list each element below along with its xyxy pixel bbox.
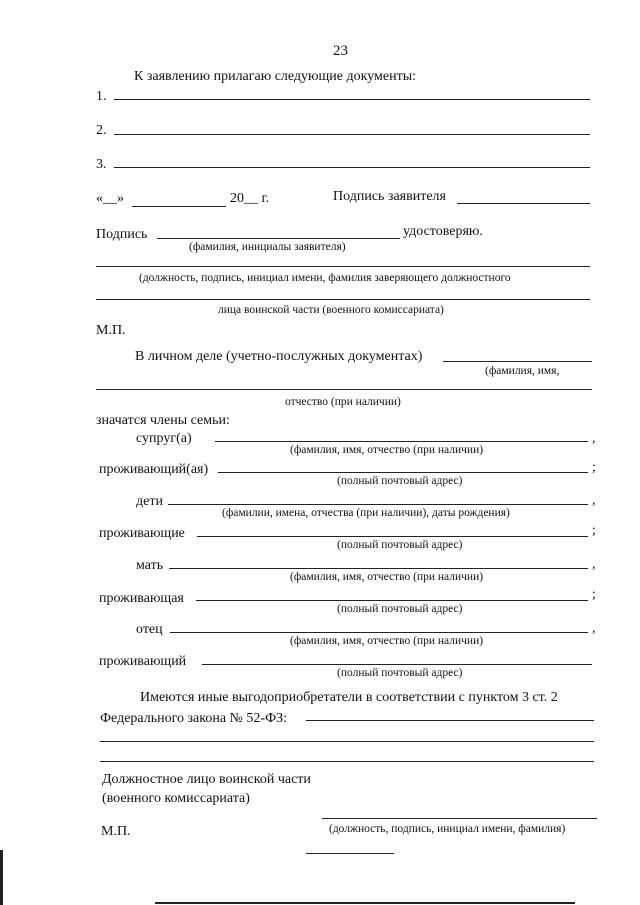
beneficiaries-field-line-3[interactable] xyxy=(100,761,594,762)
attachment-item-2-number: 2. xyxy=(96,123,107,138)
applicant-name-line[interactable] xyxy=(157,238,400,239)
spouse-name-line[interactable] xyxy=(215,441,588,442)
beneficiaries-field-line-2[interactable] xyxy=(100,741,594,742)
attachments-intro: К заявлению прилагаю следующие документы: xyxy=(134,69,417,84)
family-heading: значатся члены семьи: xyxy=(96,413,230,428)
personal-file-line-1[interactable] xyxy=(443,361,592,362)
beneficiaries-line-2: Федерального закона № 52-ФЗ: xyxy=(100,711,288,726)
spouse-comma: , xyxy=(592,431,596,446)
spouse-address-label: проживающий(ая) xyxy=(99,462,209,477)
official-signature-hint: (должность, подпись, инициал имени, фамилия) xyxy=(329,823,566,835)
spouse-label: супруг(а) xyxy=(136,431,192,446)
signature-label: Подпись xyxy=(96,227,148,242)
personal-file-hint-name: (фамилия, имя, xyxy=(485,365,560,377)
mother-address-label: проживающая xyxy=(99,591,184,606)
certifying-official-line-1[interactable] xyxy=(96,266,590,267)
personal-file-text: В личном деле (учетно-послужных документах) xyxy=(135,349,423,364)
stamp-place-1: М.П. xyxy=(96,323,126,338)
date-year: 20__ г. xyxy=(230,191,270,206)
attachment-item-3-number: 3. xyxy=(96,157,107,172)
children-name-hint: (фамилии, имена, отчества (при наличии), даты рождения) xyxy=(222,507,510,519)
mother-label: мать xyxy=(136,558,164,573)
father-name-hint: (фамилия, имя, отчество (при наличии) xyxy=(290,635,484,647)
official-title-line-1: Должностное лицо воинской части xyxy=(102,772,311,787)
page-number: 23 xyxy=(333,43,348,59)
mother-address-hint: (полный почтовый адрес) xyxy=(337,603,463,615)
applicant-signature-label: Подпись заявителя xyxy=(333,189,446,204)
father-comma: , xyxy=(592,621,596,636)
scan-edge-bottom xyxy=(155,902,575,904)
children-semicolon: ; xyxy=(592,523,596,538)
applicant-signature-line[interactable] xyxy=(457,203,590,204)
certify-text: удостоверяю. xyxy=(403,224,483,239)
official-title-line-2: (военного комиссариата) xyxy=(102,791,250,806)
official-signature-line[interactable] xyxy=(322,818,597,819)
attachment-item-2-line[interactable] xyxy=(114,134,590,135)
certifying-official-hint-1: (должность, подпись, инициал имени, фамилия заверяющего должностного xyxy=(139,272,511,284)
mother-comma: , xyxy=(592,557,596,572)
attachment-item-1-line[interactable] xyxy=(114,99,590,100)
certifying-official-line-2[interactable] xyxy=(96,299,590,300)
children-address-label: проживающие xyxy=(99,526,185,541)
scan-edge-left xyxy=(0,850,3,905)
date-short-line[interactable] xyxy=(306,853,394,854)
personal-file-line-2[interactable] xyxy=(96,389,592,390)
father-address-line[interactable] xyxy=(202,664,592,665)
children-address-line[interactable] xyxy=(197,536,588,537)
father-address-hint: (полный почтовый адрес) xyxy=(337,667,463,679)
spouse-address-line[interactable] xyxy=(218,472,588,473)
mother-name-line[interactable] xyxy=(169,568,588,569)
mother-name-hint: (фамилия, имя, отчество (при наличии) xyxy=(290,571,484,583)
mother-semicolon: ; xyxy=(592,587,596,602)
children-address-hint: (полный почтовый адрес) xyxy=(337,539,463,551)
beneficiaries-line-1: Имеются иные выгодоприобретатели в соответствии с пунктом 3 ст. 2 xyxy=(140,690,558,705)
children-name-line[interactable] xyxy=(168,504,588,505)
applicant-name-hint: (фамилия, инициалы заявителя) xyxy=(189,241,346,253)
stamp-place-2: М.П. xyxy=(101,824,131,839)
beneficiaries-field-line-1[interactable] xyxy=(306,720,594,721)
spouse-address-hint: (полный почтовый адрес) xyxy=(337,475,463,487)
attachment-item-1-number: 1. xyxy=(96,89,107,104)
children-label: дети xyxy=(136,494,163,509)
date-day: «__» xyxy=(96,191,124,206)
personal-file-hint-patronymic: отчество (при наличии) xyxy=(285,396,401,408)
spouse-semicolon: ; xyxy=(592,460,596,475)
father-address-label: проживающий xyxy=(99,654,187,669)
mother-address-line[interactable] xyxy=(196,600,588,601)
date-month-line[interactable] xyxy=(132,206,226,207)
children-comma: , xyxy=(592,493,596,508)
father-label: отец xyxy=(136,622,163,637)
certifying-official-hint-2: лица воинской части (военного комиссариата) xyxy=(218,304,444,316)
father-name-line[interactable] xyxy=(170,632,588,633)
spouse-name-hint: (фамилия, имя, отчество (при наличии) xyxy=(290,444,484,456)
attachment-item-3-line[interactable] xyxy=(114,167,590,168)
